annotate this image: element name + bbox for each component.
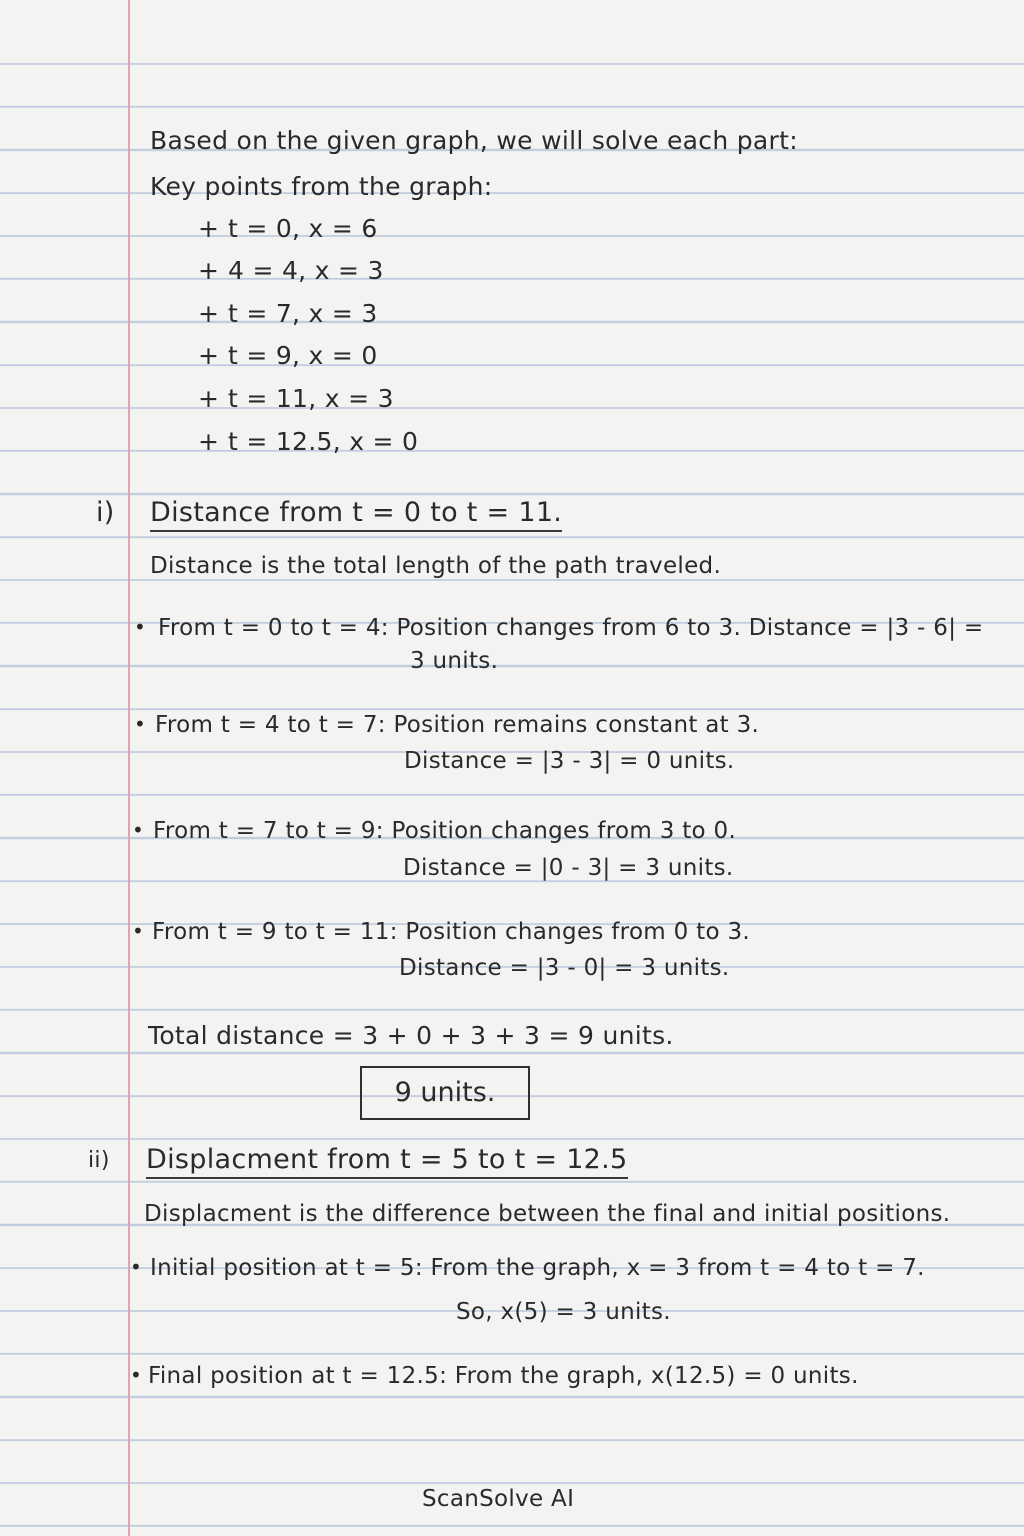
part1-total: Total distance = 3 + 0 + 3 + 3 = 9 units.: [148, 1021, 674, 1050]
key-point-bullet: +: [198, 427, 220, 456]
part1-definition: Distance is the total length of the path traveled.: [150, 553, 722, 579]
part2-final-line1: Final position at t = 12.5: From the graph, x(12.5) = 0 units.: [148, 1363, 859, 1389]
part1-step2-line2: Distance = |3 - 3| = 0 units.: [404, 748, 735, 774]
part1-step1-line1: From t = 0 to t = 4: Position changes from 6 to 3. Distance = |3 - 6| =: [158, 615, 984, 641]
key-point-bullet: +: [198, 384, 220, 413]
step-bullet: •: [134, 615, 147, 639]
part1-step4-line1: From t = 9 to t = 11: Position changes from 0 to 3.: [152, 919, 751, 945]
part1-step4-line2: Distance = |3 - 0| = 3 units.: [399, 955, 730, 981]
key-point-bullet: +: [198, 256, 220, 285]
part2-initial-line1: Initial position at t = 5: From the graph, x = 3 from t = 4 to t = 7.: [150, 1255, 925, 1281]
key-point-bullet: +: [198, 341, 220, 370]
step-bullet: •: [130, 1255, 143, 1279]
step-bullet: •: [134, 712, 147, 736]
part1-answer-box: 9 units.: [360, 1066, 530, 1120]
key-points-title: Key points from the graph:: [150, 172, 493, 201]
key-point: t = 0, x = 6: [228, 214, 378, 243]
key-point: t = 7, x = 3: [228, 299, 378, 328]
intro-text: Based on the given graph, we will solve each part:: [150, 126, 798, 155]
part1-step1-line2: 3 units.: [410, 648, 499, 674]
part1-heading: Distance from t = 0 to t = 11.: [150, 498, 562, 532]
key-point: t = 11, x = 3: [228, 384, 394, 413]
key-point: t = 9, x = 0: [228, 341, 378, 370]
key-point: 4 = 4, x = 3: [228, 256, 384, 285]
part1-step2-line1: From t = 4 to t = 7: Position remains constant at 3.: [155, 712, 760, 738]
part1-step3-line2: Distance = |0 - 3| = 3 units.: [403, 855, 734, 881]
part1-step3-line1: From t = 7 to t = 9: Position changes from 3 to 0.: [153, 818, 737, 844]
part2-initial-line2: So, x(5) = 3 units.: [456, 1299, 671, 1325]
key-point: t = 12.5, x = 0: [228, 427, 419, 456]
part1-label: i): [96, 497, 115, 528]
part2-heading: Displacment from t = 5 to t = 12.5: [146, 1145, 628, 1179]
key-point-bullet: +: [198, 299, 220, 328]
footer-brand: ScanSolve AI: [422, 1486, 575, 1512]
step-bullet: •: [130, 1363, 143, 1387]
part2-label: ii): [88, 1148, 110, 1173]
step-bullet: •: [132, 818, 145, 842]
margin-line: [128, 0, 130, 1536]
key-point-bullet: +: [198, 214, 220, 243]
step-bullet: •: [132, 919, 145, 943]
part2-definition: Displacment is the difference between the final and initial positions.: [144, 1201, 951, 1227]
